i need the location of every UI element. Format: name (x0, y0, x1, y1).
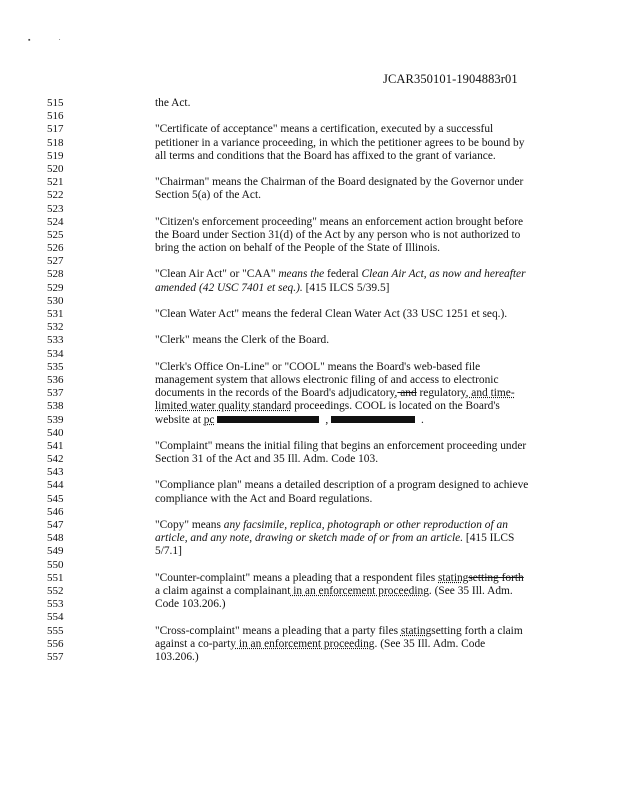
line-number: 515 (47, 97, 64, 109)
document-line (0, 308, 618, 321)
document-line (0, 374, 618, 387)
text-segment: regulatory (416, 387, 466, 400)
line-number: 541 (47, 439, 64, 452)
document-line (0, 97, 618, 110)
text-segment: management system that allows electronic filing of and access to electronic (155, 373, 499, 386)
italic-text: amended (42 USC 7401 et seq.). (155, 281, 303, 294)
text-segment: federal (324, 268, 362, 281)
line-number: 548 (47, 532, 64, 545)
line-text (155, 638, 485, 651)
line-number: 536 (47, 373, 64, 386)
text-segment: documents in the records of the Board's adjudicatory (155, 387, 395, 400)
redaction-bar (331, 416, 415, 423)
text-segment: "Counter-complaint" means a pleading that a respondent files (155, 571, 438, 584)
line-text (155, 572, 524, 585)
line-text (155, 374, 499, 387)
text-segment: a claim against a complainant (155, 584, 291, 597)
text-segment: "Chairman" means the Chairman of the Board designated by the Governor under (155, 176, 524, 189)
line-number: 524 (47, 215, 64, 228)
line-text (155, 453, 378, 466)
text-segment: Section 5(a) of the Act. (155, 189, 261, 202)
italic-text: any facsimile, replica, photograph or other reproduction of an (223, 519, 508, 531)
document-line (0, 651, 618, 664)
inserted-text: , and time- (465, 387, 515, 400)
line-number: 546 (47, 505, 64, 518)
document-line (0, 638, 618, 651)
text-segment: 5/7.1] (155, 545, 182, 558)
line-text (155, 150, 496, 163)
document-line (0, 572, 618, 585)
line-number: 555 (47, 624, 64, 637)
line-text (155, 651, 199, 664)
line-number: 530 (47, 294, 64, 307)
line-text (155, 400, 500, 413)
document-line (0, 242, 618, 255)
line-text (155, 176, 523, 189)
line-number: 531 (47, 308, 64, 320)
document-body (0, 97, 618, 664)
text-segment: "Clean Air Act" or "CAA" (155, 268, 279, 281)
document-line (0, 611, 618, 624)
text-segment: "Compliance plan" means a detailed description of a program designed to achieve (155, 479, 529, 492)
line-text (155, 242, 440, 255)
line-number: 553 (47, 598, 64, 611)
line-number: 550 (47, 558, 64, 571)
inserted-text: limited water quality standard (155, 400, 292, 413)
italic-text: Clean Air Act, as now and hereafter (361, 268, 526, 281)
text-segment: "Complaint" means the initial filing that begins an enforcement proceeding under (155, 439, 527, 452)
document-line (0, 216, 618, 229)
text-segment: proceedings. COOL is located on the Board's (291, 400, 500, 413)
document-line (0, 295, 618, 308)
text-segment: compliance with the Act and Board regulations. (155, 492, 373, 505)
line-number: 521 (47, 176, 64, 189)
line-number: 547 (47, 519, 64, 531)
inserted-text: in an enforcement proceeding (290, 584, 429, 597)
line-text (155, 598, 226, 611)
text-segment: "Copy" means (155, 519, 224, 531)
line-text (155, 361, 480, 374)
text-segment: Code 103.206.) (155, 598, 226, 611)
document-line (0, 387, 618, 400)
text-segment: website at (155, 413, 204, 426)
line-number: 526 (47, 242, 64, 255)
deleted-text: and (397, 387, 417, 400)
text-segment: Section 31 of the Act and 35 Ill. Adm. Code 103. (155, 453, 379, 466)
line-text (155, 229, 520, 242)
text-segment: bring the action on behalf of the People of the State of Illinois. (155, 242, 441, 255)
document-line (0, 506, 618, 519)
document-line (0, 598, 618, 611)
document-line (0, 532, 618, 545)
line-text (155, 334, 329, 347)
document-line (0, 453, 618, 466)
text-segment: "Clerk" means the Clerk of the Board. (155, 334, 330, 347)
text-segment: "Clerk's Office On-Line" or "COOL" means the Board's web-based file (155, 360, 481, 373)
text-segment: . (See 35 Ill. Adm. Code (374, 637, 486, 650)
line-number: 551 (47, 571, 64, 584)
document-line (0, 189, 618, 202)
line-text (155, 282, 389, 295)
document-line (0, 519, 618, 532)
line-number: 528 (47, 268, 64, 281)
document-line (0, 585, 618, 598)
document-line (0, 110, 618, 123)
line-number: 516 (47, 110, 64, 123)
document-line (0, 163, 618, 176)
line-number: 552 (47, 584, 64, 597)
inserted-text: stating (400, 624, 432, 637)
text-segment: , (322, 413, 329, 426)
line-number: 543 (47, 466, 64, 479)
document-line (0, 493, 618, 506)
inserted-text: pc (203, 413, 215, 426)
line-number: 525 (47, 228, 64, 241)
line-number: 520 (47, 162, 64, 175)
line-text (155, 585, 513, 598)
line-number: 538 (47, 400, 64, 413)
document-line (0, 625, 618, 638)
line-text (155, 440, 526, 453)
document-line (0, 559, 618, 572)
document-line (0, 123, 618, 136)
line-number: 545 (47, 492, 64, 505)
line-number: 519 (47, 149, 64, 162)
document-line (0, 400, 618, 413)
line-number: 540 (47, 426, 64, 439)
document-line (0, 255, 618, 268)
line-text (155, 308, 507, 321)
text-segment: "Citizen's enforcement proceeding" means an enforcement action brought before (155, 215, 524, 228)
text-segment: the Act. (155, 97, 191, 109)
document-line (0, 203, 618, 216)
line-number: 535 (47, 360, 64, 373)
text-segment: . (418, 413, 424, 426)
italic-text: article, and any note, drawing or sketch made of or from an article. (155, 532, 464, 545)
line-text (155, 97, 190, 110)
text-segment: the Board under Section 31(d) of the Act by any person who is not authorized to (155, 228, 521, 241)
line-text (155, 414, 424, 427)
line-number: 539 (47, 413, 64, 426)
line-text (155, 493, 372, 506)
line-number: 549 (47, 545, 64, 558)
document-line (0, 545, 618, 558)
document-line (0, 282, 618, 295)
document-line (0, 348, 618, 361)
line-number: 533 (47, 334, 64, 347)
document-line (0, 427, 618, 440)
text-segment: . (See 35 Ill. Adm. (428, 584, 513, 597)
line-text (155, 625, 523, 638)
line-text (155, 387, 515, 400)
inserted-text: , (394, 387, 398, 400)
line-text (155, 479, 528, 492)
text-segment: "Certificate of acceptance" means a certification, executed by a successful (155, 123, 494, 136)
scan-specks (28, 36, 89, 44)
line-text (155, 189, 261, 202)
line-text (155, 545, 182, 558)
document-line (0, 479, 618, 492)
line-text (155, 268, 526, 281)
document-line (0, 137, 618, 150)
text-segment: against a co-party (155, 637, 236, 650)
deleted-text: setting forth (468, 571, 524, 584)
text-segment: "Cross-complaint" means a pleading that a party files (155, 624, 401, 637)
line-text (155, 137, 524, 150)
line-number: 529 (47, 281, 64, 294)
text-segment: [415 ILCS 5/39.5] (302, 281, 390, 294)
document-line (0, 440, 618, 453)
text-segment: [415 ILCS (463, 532, 515, 545)
line-number: 522 (47, 189, 64, 202)
italic-text: means the (278, 268, 325, 281)
document-line (0, 334, 618, 347)
line-number: 523 (47, 202, 64, 215)
line-number: 554 (47, 611, 64, 624)
inserted-text: in an enforcement proceeding (235, 637, 375, 650)
text-segment: setting forth a claim (431, 624, 523, 637)
document-id: JCAR350101-1904883r01 (383, 72, 518, 86)
line-text (155, 216, 523, 229)
line-number: 532 (47, 321, 64, 334)
line-number: 556 (47, 637, 64, 650)
line-text (155, 532, 514, 545)
document-line (0, 229, 618, 242)
document-line (0, 176, 618, 189)
text-segment: 103.206.) (155, 650, 199, 663)
scan-speck: ▪ (28, 36, 59, 44)
text-segment: all terms and conditions that the Board has affixed to the grant of variance. (155, 149, 496, 162)
line-number: 542 (47, 453, 64, 466)
line-number: 557 (47, 650, 64, 663)
line-text (155, 519, 508, 532)
document-line (0, 414, 618, 427)
text-segment: petitioner in a variance proceeding, in which the petitioner agrees to be bound by (155, 136, 525, 149)
document-line (0, 150, 618, 163)
line-number: 537 (47, 387, 64, 400)
document-line (0, 268, 618, 281)
document-line (0, 466, 618, 479)
line-number: 517 (47, 123, 64, 136)
line-number: 544 (47, 479, 64, 492)
document-line (0, 321, 618, 334)
redaction-bar (217, 416, 319, 423)
line-number: 527 (47, 255, 64, 268)
line-number: 518 (47, 136, 64, 149)
text-segment: "Clean Water Act" means the federal Clean Water Act (33 USC 1251 et seq.). (155, 308, 508, 320)
inserted-text: stating (438, 571, 469, 584)
scan-speck: · (58, 36, 89, 44)
document-line (0, 361, 618, 374)
line-number: 534 (47, 347, 64, 360)
line-text (155, 123, 493, 136)
